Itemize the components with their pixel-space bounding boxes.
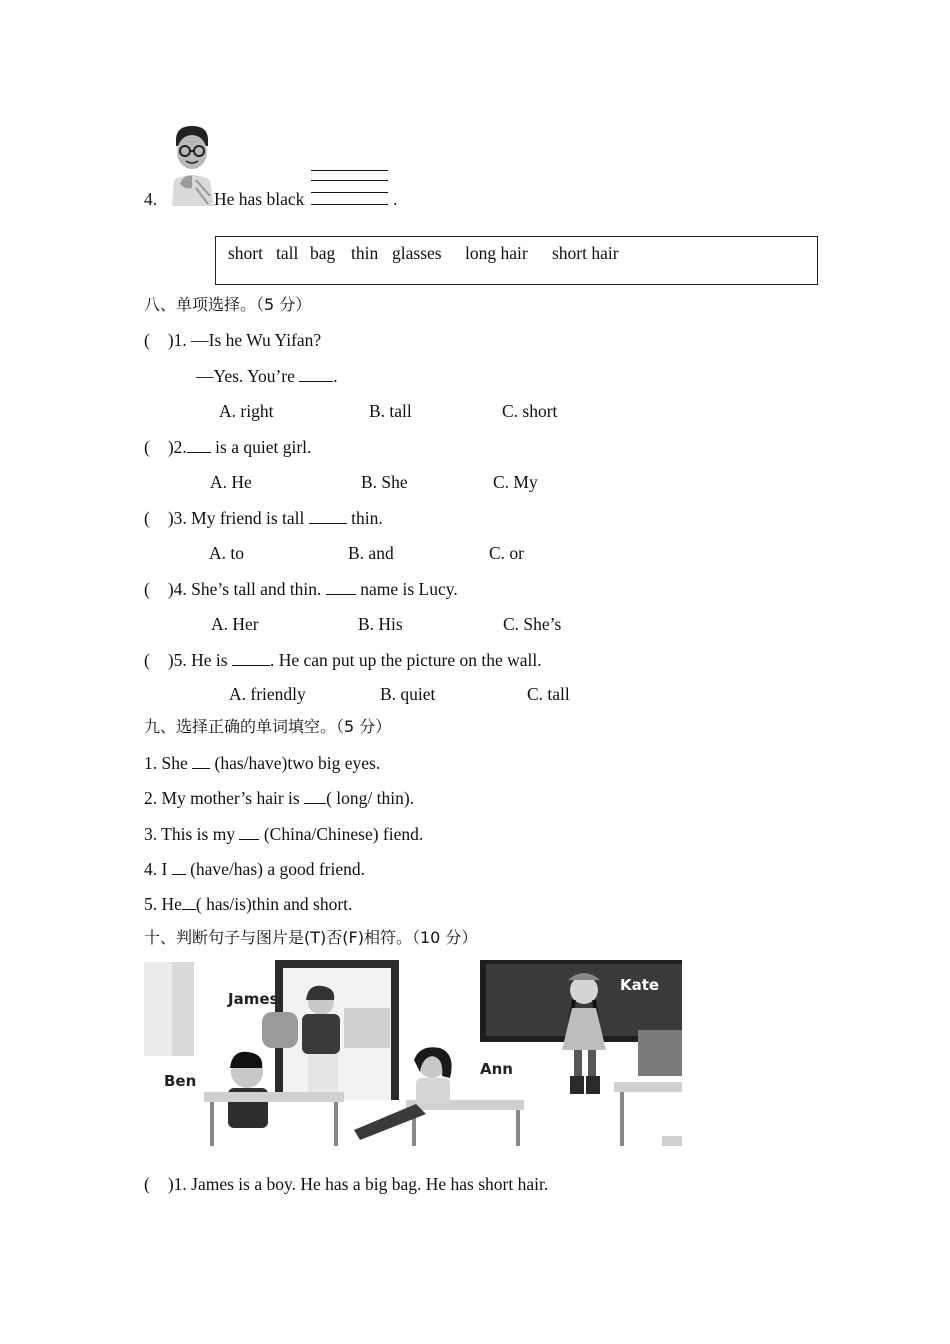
judge-item-1: ( )1. James is a boy. He has a big bag. He has short hair.	[144, 1174, 549, 1194]
answer-blank	[172, 859, 186, 875]
answer-blank	[182, 894, 196, 910]
label-james: James	[228, 990, 279, 1008]
question-4: ( )4. She’s tall and thin. name is Lucy.	[144, 579, 458, 599]
option: C. short	[502, 401, 558, 421]
fill-item-4: 4. I (have/has) a good friend.	[144, 859, 366, 879]
fill-item-2: 2. My mother’s hair is ( long/ thin).	[144, 788, 415, 808]
fill-item-5: 5. He ( has/is)thin and short.	[144, 894, 353, 914]
option: B. tall	[369, 401, 412, 421]
word-bank-box	[215, 236, 818, 285]
option: C. tall	[527, 684, 570, 704]
fill-item-1: 1. She (has/have)two big eyes.	[144, 753, 381, 773]
question-3: ( )3. My friend is tall thin.	[144, 508, 383, 528]
classroom-picture	[144, 960, 682, 1146]
answer-paren: (	[144, 1174, 150, 1194]
word-bank-word: tall	[276, 243, 299, 263]
answer-paren: (	[144, 579, 150, 599]
section-8-heading: 八、单项选择。（5 分）	[144, 295, 312, 314]
question-2: ( )2. is a quiet girl.	[144, 437, 312, 457]
answer-line	[311, 170, 388, 171]
answer-blank	[299, 366, 333, 382]
answer-blank	[326, 579, 356, 595]
answer-blank	[239, 824, 259, 840]
word-bank-word: short	[228, 243, 263, 263]
label-kate: Kate	[620, 976, 660, 994]
option: B. and	[348, 543, 394, 563]
answer-line	[311, 192, 388, 193]
option: A. right	[219, 401, 274, 421]
answer-line	[311, 204, 388, 205]
option: A. Her	[211, 614, 259, 634]
answer-blank	[192, 753, 210, 769]
option: A. He	[210, 472, 252, 492]
item-number: 4.	[144, 189, 158, 209]
option: C. or	[489, 543, 524, 563]
word-bank-word: short hair	[552, 243, 619, 263]
section-9-heading: 九、选择正确的单词填空。（5 分）	[144, 717, 392, 736]
answer-blank	[304, 788, 326, 804]
option: A. to	[209, 543, 244, 563]
answer-paren: (	[144, 650, 150, 670]
answer-blank	[187, 437, 211, 453]
boy-with-glasses-picture	[166, 124, 214, 206]
option: B. quiet	[380, 684, 436, 704]
classroom-scene	[144, 960, 682, 1146]
option: C. She’s	[503, 614, 562, 634]
answer-blank	[232, 650, 270, 666]
option: B. She	[361, 472, 408, 492]
option: A. friendly	[229, 684, 306, 704]
answer-blank	[309, 508, 347, 524]
question-5: ( )5. He is . He can put up the picture on the wall.	[144, 650, 542, 670]
answer-paren: (	[144, 437, 150, 457]
word-bank-word: glasses	[392, 243, 442, 263]
word-bank-word: thin	[351, 243, 379, 263]
answer-paren: (	[144, 330, 150, 350]
fill-item-3: 3. This is my (China/Chinese) fiend.	[144, 824, 424, 844]
question-1: ( )1. —Is he Wu Yifan?	[144, 330, 322, 350]
option: C. My	[493, 472, 538, 492]
item-4-sentence: He has black	[214, 189, 305, 209]
item-4-period: .	[393, 189, 398, 209]
answer-line	[311, 180, 388, 181]
section-10-heading: 十、判断句子与图片是(T)否(F)相符。（10 分）	[144, 928, 478, 947]
label-ben: Ben	[164, 1072, 197, 1090]
answer-paren: (	[144, 508, 150, 528]
label-ann: Ann	[480, 1060, 513, 1078]
option: B. His	[358, 614, 403, 634]
word-bank-word: bag	[310, 243, 336, 263]
word-bank-word: long hair	[465, 243, 528, 263]
question-1-reply: —Yes. You’re .	[196, 366, 338, 386]
